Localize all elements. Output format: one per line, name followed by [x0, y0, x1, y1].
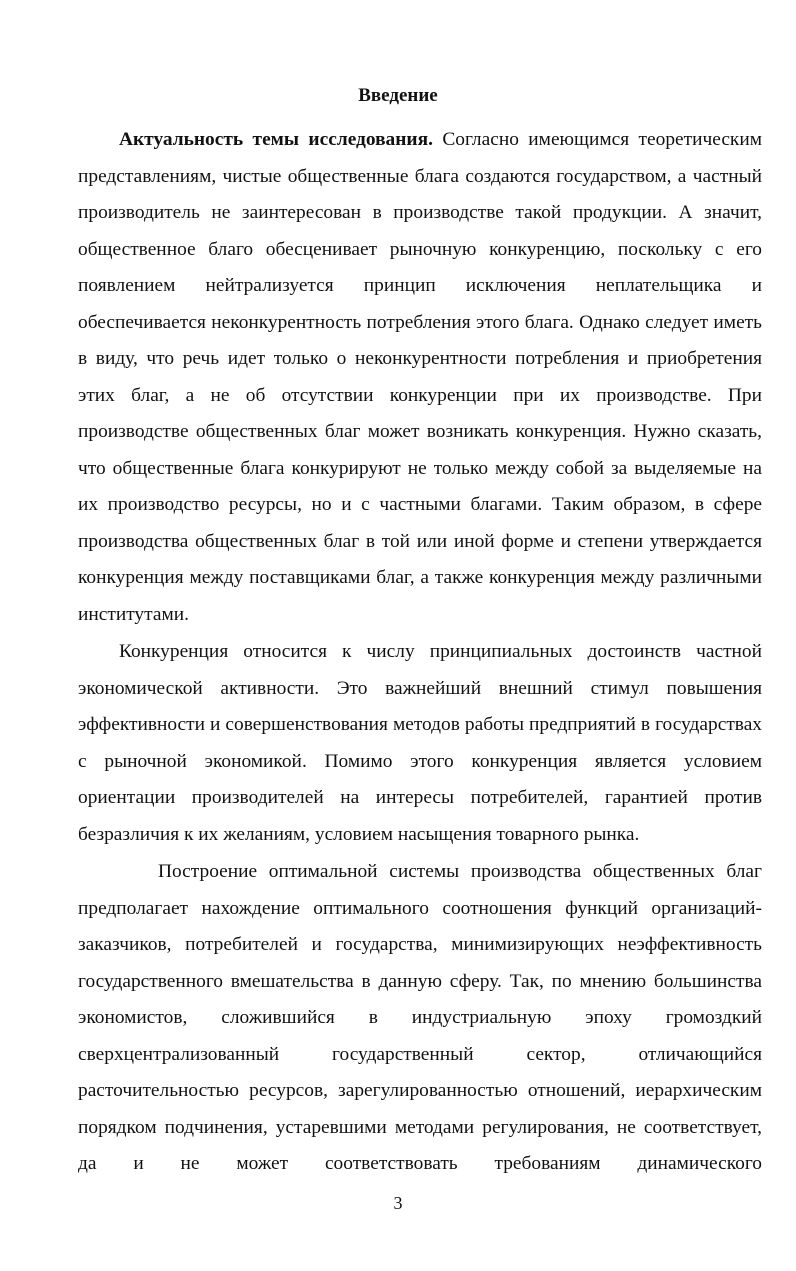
- page-number: 3: [393, 1193, 403, 1213]
- paragraph-text: Согласно имеющимся теоретическим представлениям, чистые общественные блага создаются государством, а частный производитель не заинтересован в производстве такой продукции. А значит, общественное благо обесценивает рыночную конкуренцию, поскольку с его появлением нейтрализуется принцип исключения неплательщика и обеспечивается неконкурентность потребления этого блага. Однако следует иметь в виду, что речь идет только о неконкурентности потребления и приобретения этих благ, а не об отсутствии конкуренции при их производстве. При производстве общественных благ может возникать конкуренция. Нужно сказать, что общественные блага конкурируют не только между собой за выделяемые на их производство ресурсы, но и с частными благами. Таким образом, в сфере производства общественных благ в той или иной форме и степени утверждается конкуренция между поставщиками благ, а также конкуренция между различными институтами.: [78, 129, 762, 625]
- paragraph-optimal-system: Построение оптимальной системы производства общественных благ предполагает нахождение оптимального соотношения функций организаций-заказчиков, потребителей и государства, минимизирующих неэффективность государственного вмешательства в данную сферу. Так, по мнению большинства экономистов, сложившийся в индустриальную эпоху громоздкий сверхцентрализованный государственный сектор, отличающийся расточительностью ресурсов, зарегулированностью отношений, иерархическим порядком подчинения, устаревшими методами регулирования, не соответствует, да и не может соответствовать требованиям динамического: [78, 861, 762, 1174]
- paragraph-lead-heading: Актуальность темы исследования.: [119, 129, 433, 150]
- paragraph-relevance: [78, 122, 762, 633]
- section-title: Введение: [358, 85, 438, 106]
- paragraph-competition: Конкуренция относится к числу принципиальных достоинств частной экономической активности. Это важнейший внешний стимул повышения эффективности и совершенствования методов работы предприятий в государствах с рыночной экономикой. Помимо этого конкуренция является условием ориентации производителей на интересы потребителей, гарантией против безразличия к их желаниям, условием насыщения товарного рынка.: [78, 641, 762, 845]
